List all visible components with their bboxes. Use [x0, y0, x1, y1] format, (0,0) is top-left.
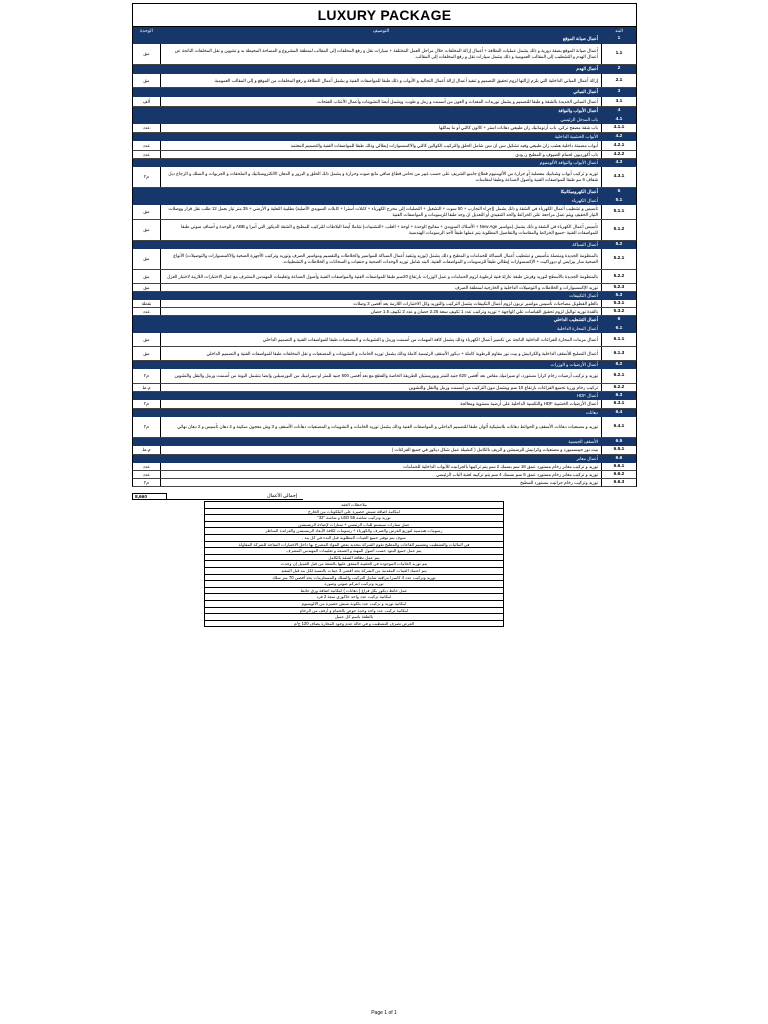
row-item-number: 6.3 [601, 392, 636, 399]
table-row [132, 270, 637, 284]
row-description [161, 88, 601, 96]
row-item-number: 5.3.2 [601, 308, 636, 315]
row-unit: عدد [133, 124, 161, 132]
section-row [132, 107, 637, 116]
row-unit [133, 241, 161, 248]
row-description-text: باب شقة مصفح تركي، باب أرتوماتيك زان طبيعي دهانات استر + كالون كالتي أو ما يماثلها [439, 125, 598, 130]
subsection-row [132, 325, 637, 333]
section-row [132, 88, 637, 97]
row-item-number: 5 [601, 188, 636, 196]
page-footer: Page 1 of 1 [371, 1010, 397, 1016]
subsection-row [132, 455, 637, 463]
row-description-text: أعمال السباكة [572, 241, 598, 247]
row-description-text: باب أكورديون لحمام الضيوف و المطبخ ن ودي [515, 151, 598, 157]
row-description [161, 333, 601, 346]
row-description-text: أعمال التكييفات [569, 292, 598, 298]
row-description-text: إزالة أعمال المباني الداخلية التي يلزم إزالتها لزوم تحقيق التصميم و تنفيذ أعمال إزالة أعمال التجاليد و الأبواب و ذلك طبقا للمواصفات الفنية و يشمل أعمال النظافة و رفع المخلفات من الموقع و إلى المقالب العمومية. [213, 77, 598, 83]
subsection-row [132, 159, 637, 167]
row-description-text: باب المدخل الرئيسي [560, 116, 598, 122]
row-unit: مق [133, 284, 161, 291]
row-description [161, 438, 601, 445]
row-unit [133, 292, 161, 299]
row-description-text: توريد و تركيب معابر رخام مستورد عمق 18 سم بسمك 2 سم يتم تركيبها بالجرانيت للأبواب الداخلية للحمامات [403, 463, 598, 469]
row-description [161, 463, 601, 470]
row-description [161, 384, 601, 391]
row-item-number: 6.5 [601, 438, 636, 445]
note-item: امكانية تركيب عدد واحد وحدة حوض بالحمام و أرفف من الرخام [204, 608, 504, 615]
row-description-text: توريد و تركيب أرضيات رخام كرارا مستورد، او سيراميك مقاس بعد أقصى 620 جنيه للمتر ويوريستيان الطريقة الخاصة والقطع مع بعد أقصى 500 جنيه للمتر او سيراميك من البورسيلين وايضا بتشمل البونة من أسمنت ورمل والنقل والتشوين [174, 373, 598, 378]
row-item-number: 6 [601, 316, 636, 324]
row-item-number: 5.2.1 [601, 249, 636, 269]
row-description [161, 284, 601, 291]
row-unit: مق [133, 205, 161, 219]
row-unit: مق [133, 74, 161, 87]
subsection-row [132, 361, 637, 369]
row-description [161, 369, 601, 383]
row-unit [133, 361, 161, 368]
row-unit: م٢ [133, 417, 161, 437]
row-unit: عدد [133, 471, 161, 478]
row-item-number: 6.2.2 [601, 384, 636, 391]
subsection-row [132, 292, 637, 300]
row-unit: عدد [133, 141, 161, 150]
row-description-text: أعمال الكهروميكانيكا [560, 189, 598, 194]
row-unit [133, 409, 161, 416]
subsection-row [132, 133, 637, 141]
row-item-number: 6.2 [601, 361, 636, 368]
table-row [132, 167, 637, 188]
row-description [161, 471, 601, 478]
row-description [161, 151, 601, 158]
row-unit: ألف [133, 97, 161, 106]
row-unit: م.ط [133, 384, 161, 391]
header-item-number: البند [615, 28, 623, 33]
row-description-text: أعمال الأبواب والنوافذ [558, 108, 598, 113]
note-item: يتم توريد الخامات الموجودة في الحقيبة المتفق عليها بالشقة من قبل العميل إن وجدت [204, 561, 504, 568]
table-row [132, 151, 637, 159]
quotation-sheet [132, 3, 637, 627]
row-description-text: أعمال HDF [576, 392, 598, 398]
row-description-text: توريد و تركيب معابر رخام مستورد عمق 5 سم بسمك 4 سم يتم تركيبه لعتبة الباب الرئيسي [436, 471, 598, 477]
table-row [132, 74, 637, 88]
row-item-number: 5.2.3 [601, 284, 636, 291]
row-unit: م٢ [133, 400, 161, 408]
row-item-number: 2 [601, 65, 636, 73]
row-description-text: توريد الإكسسوارات و الخلاطات و التوصيلات الداخلية و الخارجية لمنطقة الصرف [454, 284, 598, 290]
row-description-text: تأسيس أعمال الكهرباء في الشقة و ذلك يشمل (مواسير New Age + الأسلاك السويدي + مفاتيح الوحدة + لوحة + العلب +التشنيبات) شاملا أيضا البلاطات للتركيب للمطبخ و الشقة الديكور التي أمرا و ABB و الوحدة و أصناف صوتي طبقا للمواصفات الفنية -جميع الخرائط والمقاسات والتفاصيل المطلوبة يتم عملها طبقاً لأحد الرسومات الهندسية [180, 224, 598, 235]
row-description [161, 392, 601, 399]
section-row [132, 35, 637, 44]
row-description-text: تركيب رخام وزرة تحميع الفراغات بارتفاع 10 سم ويشمل مون التركيب من أسمنت ورمل والنقل والتشوين. [407, 384, 598, 390]
table-row [132, 205, 637, 220]
document-title: LUXURY PACKAGE [132, 3, 637, 27]
row-description-text: تأسيس و تشطيب أعمال الكهرباء في الشقة و ذلك يشمل (إجراء التجارب + 50 سوت + التشغيل + التصليات إلى مخرج الكهرباء + كابلات أسترا + كابلات السويدي الأصلية) بطلبية التعلية و الأرضي + 35 متر تيار بعمل 12 طلب نقل قرار ووصلات التيار الخفيف ويتم عمل مراجعة على الخرائط والحد التنفيذي أو التعديل ان وجد طبقا للرسومات و المواصفات الفنية [168, 206, 598, 217]
row-unit: عدد [133, 463, 161, 470]
total-label: إجمالي الأعمال [167, 493, 303, 500]
row-item-number: 6.2.1 [601, 369, 636, 383]
row-unit [133, 392, 161, 399]
items-table [132, 35, 637, 487]
row-unit: م٢ [133, 369, 161, 383]
row-description-text: بيت نور جيبسمبورد و مصنعيات وكرانيش للرسبشن و الريف بالكامل ( كنشيلة عمل شكل ديكور في جميع الفراغات ) [391, 447, 598, 452]
row-unit [133, 197, 161, 204]
table-row [132, 44, 637, 65]
row-item-number: 2.1 [601, 74, 636, 87]
row-item-number: 6.6.1 [601, 463, 636, 470]
header-unit: الوحدة [140, 28, 153, 33]
table-row [132, 220, 637, 241]
notes-list [204, 501, 504, 627]
row-item-number: 1 [601, 35, 636, 43]
row-description [161, 417, 601, 437]
row-description [161, 220, 601, 240]
row-description-text: توريد و مصنعيات دهانات الأسقف و الحوائط دهانات بلاستيكية ألوان طبقا للتصميم الداخلي و المواصفات الفنية وذلك يشمل توريد الخامات و التشوينات و المصنعيات دهانات الأسقف و 3 وش معجون سكينة و 2 دهان تأسيس و 2 دهان نهائي [177, 424, 598, 429]
row-item-number: 4.3 [601, 159, 636, 166]
row-description-text: أعمال صيانة الموقع [562, 36, 598, 41]
row-description-text: بالقدة توريد تواليل لزوم تحقيق القياسات علي الواجهة + توريد وتركيب عدد 1 تكييف سعة 2.25 حصان و عدد 2 تكييف 1.5 حصان [370, 308, 598, 314]
row-description [161, 400, 601, 408]
row-description [161, 455, 601, 462]
row-unit: مق [133, 249, 161, 269]
note-item: سوف يتم توفير جميع العينات المطلوبة قبل البدء في كل بند . [204, 535, 504, 542]
row-item-number: 5.1.2 [601, 220, 636, 240]
row-description [161, 159, 601, 166]
row-unit: مق [133, 347, 161, 360]
row-item-number: 4.3.1 [601, 167, 636, 187]
row-item-number: 5.3.1 [601, 300, 636, 307]
note-item: رسومات هندسية لتوزيع الفرش والصرف والكهرباء + رسومات لكافة الأبعاد الريسبشن والفراندة المناظر [204, 528, 504, 535]
table-row [132, 124, 637, 133]
row-description [161, 97, 601, 106]
row-description-text: أعمال معابر [576, 455, 598, 461]
row-item-number: 3 [601, 88, 636, 96]
row-item-number: 4.2 [601, 133, 636, 140]
table-row [132, 284, 637, 292]
row-item-number: 6.4.1 [601, 417, 636, 437]
row-item-number: 6.1.1 [601, 333, 636, 346]
row-description [161, 74, 601, 87]
row-description [161, 270, 601, 283]
table-row [132, 446, 637, 455]
section-row [132, 316, 637, 325]
subsection-row [132, 241, 637, 249]
row-unit: مق [133, 220, 161, 240]
table-row [132, 141, 637, 151]
subsection-row [132, 438, 637, 446]
row-description-text: أعمال التصليح للأسقف الداخلية والكرانيش و بيت نور مقاوم للرطوبة كاملة + ديكور الأسقف الرئيسية كاملة وذلك يشمل توريد الخامات و التشوينات و المصنعيات و نقل المخلفات طبقا للمواصفات الفنية و التصميم الداخلي [206, 350, 598, 356]
table-row [132, 463, 637, 471]
row-unit [133, 438, 161, 445]
row-unit: م٢ [133, 479, 161, 486]
table-row [132, 369, 637, 384]
row-description-text: بالعلو القطونل مصاحبات تأسيس مواسير تربون لزوم أعمال التكييفات يشمل التركيب والتوريد وكل الاختبارات اللازمة بعد أقصى 3 وصلات [353, 300, 598, 306]
row-description [161, 197, 601, 204]
note-item: امكانية توريد و تركيب عدد بلكونة شيش حصيرة من الالومنيوم [204, 601, 504, 608]
row-description [161, 308, 601, 315]
row-description-text: توريد وتركيب رخام جرانيت مستورد للمطبخ [520, 479, 598, 485]
row-description-text: توريد و تركيب أبواب وشبابيك مفصلية أو جرارة من الألومنيوم قطاع جامبو الشريف على حسب غيير من نحاس قطاع صافي ماتع صوت وحرارة و يشمل ذلك الحلق و البرور و الدهان الالكتروستاتيك و الملحقات و الجربوات و السلك و الزجاج دبل شفاف 6 مم طبقا للمواصفات الفنية وأصول الصناعة وطبقا لمقاسات [168, 171, 598, 182]
row-description-text: أعمال الأبواب والنوافذ الألومنيوم [539, 159, 598, 165]
note-item: بالطقة باسم كل عميل [204, 614, 504, 621]
row-description-text: أعمال المحارة الداخلية [557, 325, 598, 331]
row-description [161, 292, 601, 299]
subsection-row [132, 409, 637, 417]
table-row [132, 471, 637, 479]
row-item-number: 5.1 [601, 197, 636, 204]
row-item-number: 4.1.1 [601, 124, 636, 132]
row-description-text: أعمال المباني الجديدة بالشقة و طبقا للتصميم و يشمل توريدات المعدات و العون من أسمنت و رمل و طوب، ويشمل أيضا التشوينات وأعمال الأعتاب للفتحات. [316, 98, 598, 104]
row-description [161, 249, 601, 269]
row-unit: عدد [133, 308, 161, 315]
note-item: توريد وتركيب عدد 4 كاميرا مراقبة شامل التركيب والسلك والمستلزمات بحد أقصى 70 متر سلك [204, 575, 504, 582]
row-description-text: بالمنظومة الجديدة ومتصلة بتأسيس و تشطيب أعمال السباكة للحمامات و المطبخ و ذلك يشمل (توريد وتنفيذ أعمال السباكة للمواسير والخلاطات والتقسيم ومواسير الصرف وتوريد وتركيب الأجهزة الصحية والاكسسوارات والتوصيلات) الأنواع الصحية سار بيزايس او ديوراكيت + الإكسسوارات إيطالي طبقاً للرسومات و المواصفات الفنية، البند شامل توريد الوحدات الصحية و حنفيات و السخانات و الخلاطات و التشطيبات. [173, 253, 598, 264]
table-row [132, 384, 637, 392]
total-value: 8,660 [132, 493, 167, 500]
row-description [161, 409, 601, 416]
table-row [132, 333, 637, 347]
row-description-text: أعمال المباني [573, 89, 598, 94]
row-unit [133, 133, 161, 140]
row-description [161, 65, 601, 73]
row-description [161, 141, 601, 150]
row-description [161, 44, 601, 64]
note-item: يتم اعتماد العينات المقدمة من الشركة بحد أقصى 3 عينات بالنسبة لكل بند قبل التنفيذ [204, 568, 504, 575]
row-description [161, 241, 601, 248]
row-item-number: 4.1 [601, 116, 636, 123]
row-unit: م٢ [133, 167, 161, 187]
row-description-text: الأبواب الخشبية الداخلية [554, 133, 598, 139]
row-item-number: 5.2.2 [601, 270, 636, 283]
row-description [161, 116, 601, 123]
row-unit: مق [133, 44, 161, 64]
row-description-text: أعمال التشطيب الداخلي [553, 317, 598, 322]
row-description [161, 35, 601, 43]
note-item: عمل ستارات سيستم للباب الرئيسي + ستارات لإضاءة الريسبشن [204, 522, 504, 529]
row-unit [133, 188, 161, 196]
row-unit: م.ط [133, 446, 161, 454]
row-description-text: أعمال الكهرباء [571, 197, 598, 203]
row-description [161, 361, 601, 368]
row-unit: مق [133, 333, 161, 346]
row-item-number: 6.5.1 [601, 446, 636, 454]
row-unit: نقطة [133, 300, 161, 307]
note-item: توريد وتركيب شاشة LED 55 و شاشة "32" [204, 515, 504, 522]
row-unit [133, 325, 161, 332]
row-unit [133, 455, 161, 462]
note-item: يتم عمل نظافة الشقة بالكامل [204, 555, 504, 562]
row-description-text: أعمال الأرضيات و الوزرات [550, 361, 598, 367]
note-item: في الماليات والتشطيب وتقسيم القاعات والمطبخ تقوم الشركة بتحديد بعض المواد المصرح بها داخل الاختيارات المتاحة للشركة المقاولة [204, 542, 504, 549]
section-row [132, 65, 637, 74]
row-description-text: أعمال مرمات المحارة للفراغات الداخلية الناتجة عن تكسير أعمال الكهرباء وذلك يشمل كافة المهمات من أسمنت ورمل و التشوينات و المصنعيات طبقا للمواصفات الفنية و التصميم الداخلي [262, 336, 598, 342]
row-unit: عدد [133, 151, 161, 158]
table-row [132, 249, 637, 270]
row-description-text: الأسقف الجبسية [568, 438, 598, 444]
row-item-number: 6.6.3 [601, 479, 636, 486]
row-description [161, 205, 601, 219]
row-item-number: 5.1.1 [601, 205, 636, 219]
row-description [161, 316, 601, 324]
row-item-number: 6.6 [601, 455, 636, 462]
row-item-number: 3.1 [601, 97, 636, 106]
header-description: التوصيف [372, 28, 390, 33]
row-item-number: 6.1.3 [601, 347, 636, 360]
row-item-number: 4.2.1 [601, 141, 636, 150]
row-description-text: بالمنظومة الجديدة بالأسطح لتوريد وفرش طبقة عازلة فنية لرطوبة لزوم الحمامات و عمل الوزرات بارتفاع 20سم طبقا للمواصفات الفنية والمواصفات الفنية وأصول الصناعة وتعليمات المهندس المشرف مع عمل الاختبارات اللازمة لاختبار العزل [167, 273, 598, 279]
row-description [161, 347, 601, 360]
row-item-number: 6.4 [601, 409, 636, 416]
row-description-text: أبواب مصمتة داخلية هشب زان طبيعي وفيه تشكيل سن ان سن شامل الحلق والتركيب الكوالين كالتي والاكسسوارات إيطالي وذلك طبقا للمواصفات الفنية والتصميم المعتمد [290, 142, 598, 148]
note-item: العرض تصرف التشطيب و في حالة عدم وجود المحارة يضاف 120 ج/م [204, 621, 504, 628]
row-description [161, 167, 601, 187]
row-unit [133, 88, 161, 96]
row-description [161, 300, 601, 307]
row-description [161, 325, 601, 332]
row-unit [133, 107, 161, 115]
subsection-row [132, 116, 637, 124]
row-unit [133, 35, 161, 43]
notes-title: ملاحظات العقد [204, 501, 504, 509]
row-description [161, 479, 601, 486]
table-row [132, 400, 637, 409]
table-row [132, 479, 637, 487]
table-row [132, 308, 637, 316]
row-description-text: أعمال صيانة الموقع بصفة دورية و ذلك يشمل عمليات النظافة + أعمال إزالة المخلفات خلال مراحل العمل المختلفة + سيارات نقل و رفع المخلفات إلى المقالب لمنطقة المشروع و المساحة المحيطة به و تشوين و نقل المخلفات الناتجة عن أعمال الهدم و التشطيب إلى المقالب العمومية و ذلك يشمل سيارات نقل و رفع المخلفات إلى المقالب. [174, 48, 598, 59]
row-unit [133, 159, 161, 166]
note-item: توريد وتركيب انتركم صوتي وصورة [204, 581, 504, 588]
row-description-text: دهانات [585, 409, 598, 415]
subsection-row [132, 197, 637, 205]
table-row [132, 300, 637, 308]
note-item: امكانية اضافة شيش حصيرة على البلكونات من الخارج [204, 509, 504, 516]
row-unit [133, 116, 161, 123]
row-unit [133, 65, 161, 73]
row-item-number: 4.2.2 [601, 151, 636, 158]
row-description [161, 446, 601, 454]
row-item-number: 4 [601, 107, 636, 115]
row-item-number: 6.6.2 [601, 471, 636, 478]
note-item: عمل حائط ديكور بكل فراغ ( دهانات ) امكانية اضافة ورق حائط [204, 588, 504, 595]
row-item-number: 5.3 [601, 292, 636, 299]
row-description [161, 188, 601, 196]
section-row [132, 188, 637, 197]
note-item: يتم عمل جميع البنود حسب أصول المهنة و الصنعة و تعليمات المهندس المشرف [204, 548, 504, 555]
row-unit [133, 316, 161, 324]
table-row [132, 417, 637, 438]
row-description-text: أعمال الهدم [576, 66, 598, 71]
row-item-number: 1.1 [601, 44, 636, 64]
table-row [132, 97, 637, 107]
row-description [161, 107, 601, 115]
row-description [161, 133, 601, 140]
row-unit: مق [133, 270, 161, 283]
subsection-row [132, 392, 637, 400]
row-description [161, 124, 601, 132]
totals-row [132, 493, 637, 500]
table-row [132, 347, 637, 361]
row-item-number: 6.1 [601, 325, 636, 332]
row-description-text: أعمال الأرضيات الخشبية HDF والتكسية الداخلية على أرضية مستوية ومعالجة [460, 401, 598, 406]
note-item: امكانية تركيب عدد واحد جاكوزي سعة 2 فرد [204, 594, 504, 601]
row-item-number: 5.2 [601, 241, 636, 248]
table-header [132, 27, 637, 35]
row-item-number: 6.3.1 [601, 400, 636, 408]
